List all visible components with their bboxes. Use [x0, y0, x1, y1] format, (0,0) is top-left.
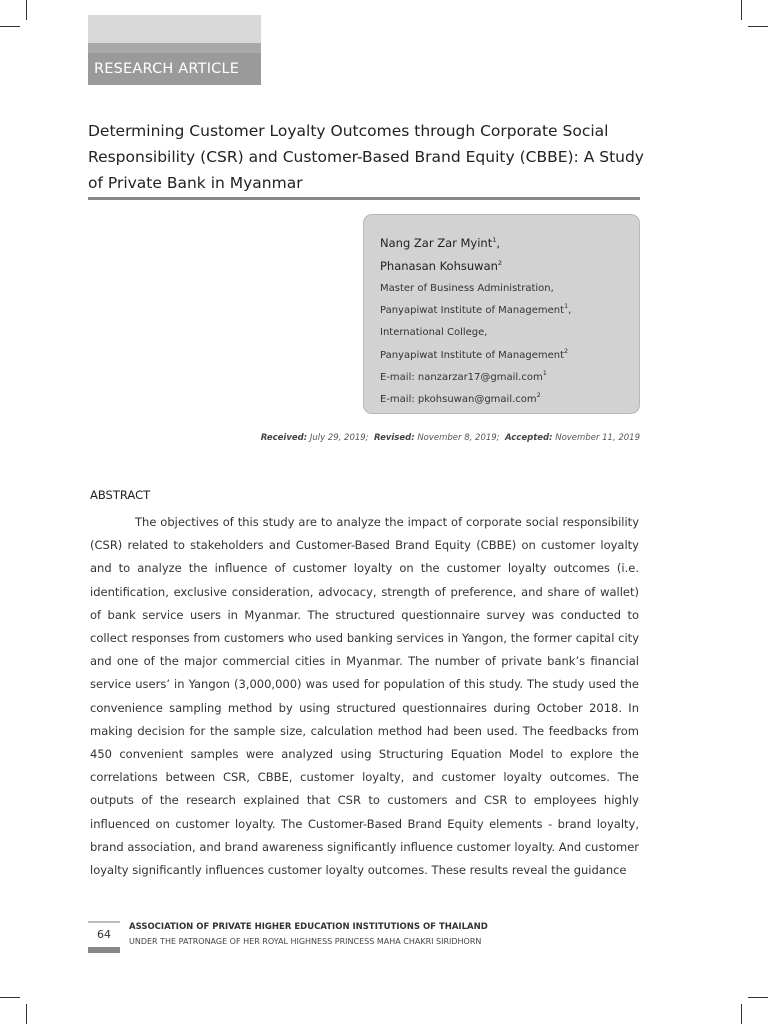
author-name-text: Phanasan Kohsuwan: [380, 259, 498, 273]
affiliation-line: International College,: [380, 327, 488, 339]
affiliation-text: Panyapiwat Institute of Management: [380, 349, 565, 361]
affiliation-text: Panyapiwat Institute of Management: [380, 305, 565, 317]
affiliation-marker: 2: [536, 391, 541, 400]
title-line: of Private Bank in Myanmar: [88, 174, 303, 192]
accepted-label: Accepted:: [504, 433, 553, 443]
revised-label: Revised:: [373, 433, 415, 443]
affiliation-line: [380, 345, 639, 367]
email-text: E-mail: nanzarzar17@gmail.com: [380, 371, 543, 383]
affiliation-marker: 1: [492, 236, 497, 244]
author-name: [380, 232, 639, 255]
author-name: [380, 255, 639, 278]
crop-mark: [0, 26, 20, 27]
email-line: [380, 367, 639, 389]
accepted-date: November 11, 2019: [555, 433, 640, 443]
affiliation-line: Master of Business Administration,: [380, 283, 554, 294]
title-line: Responsibility (CSR) and Customer-Based Brand Equity (CBBE): A Study: [88, 148, 644, 166]
badge-label: RESEARCH ARTICLE: [88, 53, 261, 85]
title-divider: [88, 197, 640, 200]
author-info-box: [363, 214, 640, 414]
affiliation-marker: 1: [564, 302, 569, 311]
email-text: E-mail: pkohsuwan@gmail.com: [380, 394, 537, 406]
badge-top-band: [88, 15, 261, 43]
publication-dates: [261, 433, 640, 443]
crop-mark: [0, 997, 20, 998]
footer-patronage: UNDER THE PATRONAGE OF HER ROYAL HIGHNESS PRINCESS MAHA CHAKRI SIRIDHORN: [129, 937, 482, 946]
page-number-box: [88, 921, 120, 955]
author-name-text: Nang Zar Zar Myint: [380, 236, 493, 250]
received-date: July 29, 2019;: [309, 433, 369, 443]
badge-mid-band: [88, 43, 261, 53]
research-article-badge: [88, 15, 261, 85]
separator: ,: [568, 305, 572, 317]
abstract-heading: ABSTRACT: [90, 488, 151, 502]
crop-mark: [748, 26, 768, 27]
crop-mark: [741, 1004, 742, 1024]
article-title: [88, 118, 648, 196]
separator: ,: [496, 236, 501, 250]
affiliation-marker: 2: [564, 346, 569, 355]
page-number-bottom-bar: [88, 947, 120, 953]
affiliation-line: [380, 300, 639, 322]
email-line: [380, 389, 639, 411]
affiliation-marker: 1: [542, 368, 547, 377]
title-line: Determining Customer Loyalty Outcomes through Corporate Social: [88, 122, 609, 140]
crop-mark: [26, 0, 27, 20]
page-number: 64: [97, 928, 111, 941]
affiliation-marker: 2: [497, 259, 503, 267]
revised-date: November 8, 2019;: [417, 433, 500, 443]
crop-mark: [748, 997, 768, 998]
received-label: Received:: [260, 433, 308, 443]
footer-association: ASSOCIATION OF PRIVATE HIGHER EDUCATION INSTITUTIONS OF THAILAND: [129, 922, 488, 932]
crop-mark: [26, 1004, 27, 1024]
crop-mark: [741, 0, 742, 20]
abstract-body: The objectives of this study are to analyze the impact of corporate social responsibility (CSR) related to stakeholders and Customer-Based Brand Equity (CBBE) on customer loyalty and to analyze the influence of customer loyalty on the customer loyalty outcomes (i.e. identification, exclusive consideration, advocacy, strength of preference, and share of wallet) of bank service users in Myanmar. The structured questionnaire survey was conducted to collect responses from customers who used banking services in Yangon, the former capital city and one of the major commercial cities in Myanmar. The number of private bank’s financial service users’ in Yangon (3,000,000) was used for population of this study. The study used the convenience sampling method by using structured questionnaires during October 2018. In making decision for the sample size, calculation method had been used. The feedbacks from 450 convenient samples were analyzed using Structuring Equation Model to explore the correlations between CSR, CBBE, customer loyalty, and customer loyalty outcomes. The outputs of the research explained that CSR to customers and CSR to employees highly influenced on customer loyalty. The Customer-Based Brand Equity elements - brand loyalty, brand association, and brand awareness significantly influence customer loyalty. And customer loyalty significantly influences customer loyalty outcomes. These results reveal the guidance: [90, 515, 639, 878]
